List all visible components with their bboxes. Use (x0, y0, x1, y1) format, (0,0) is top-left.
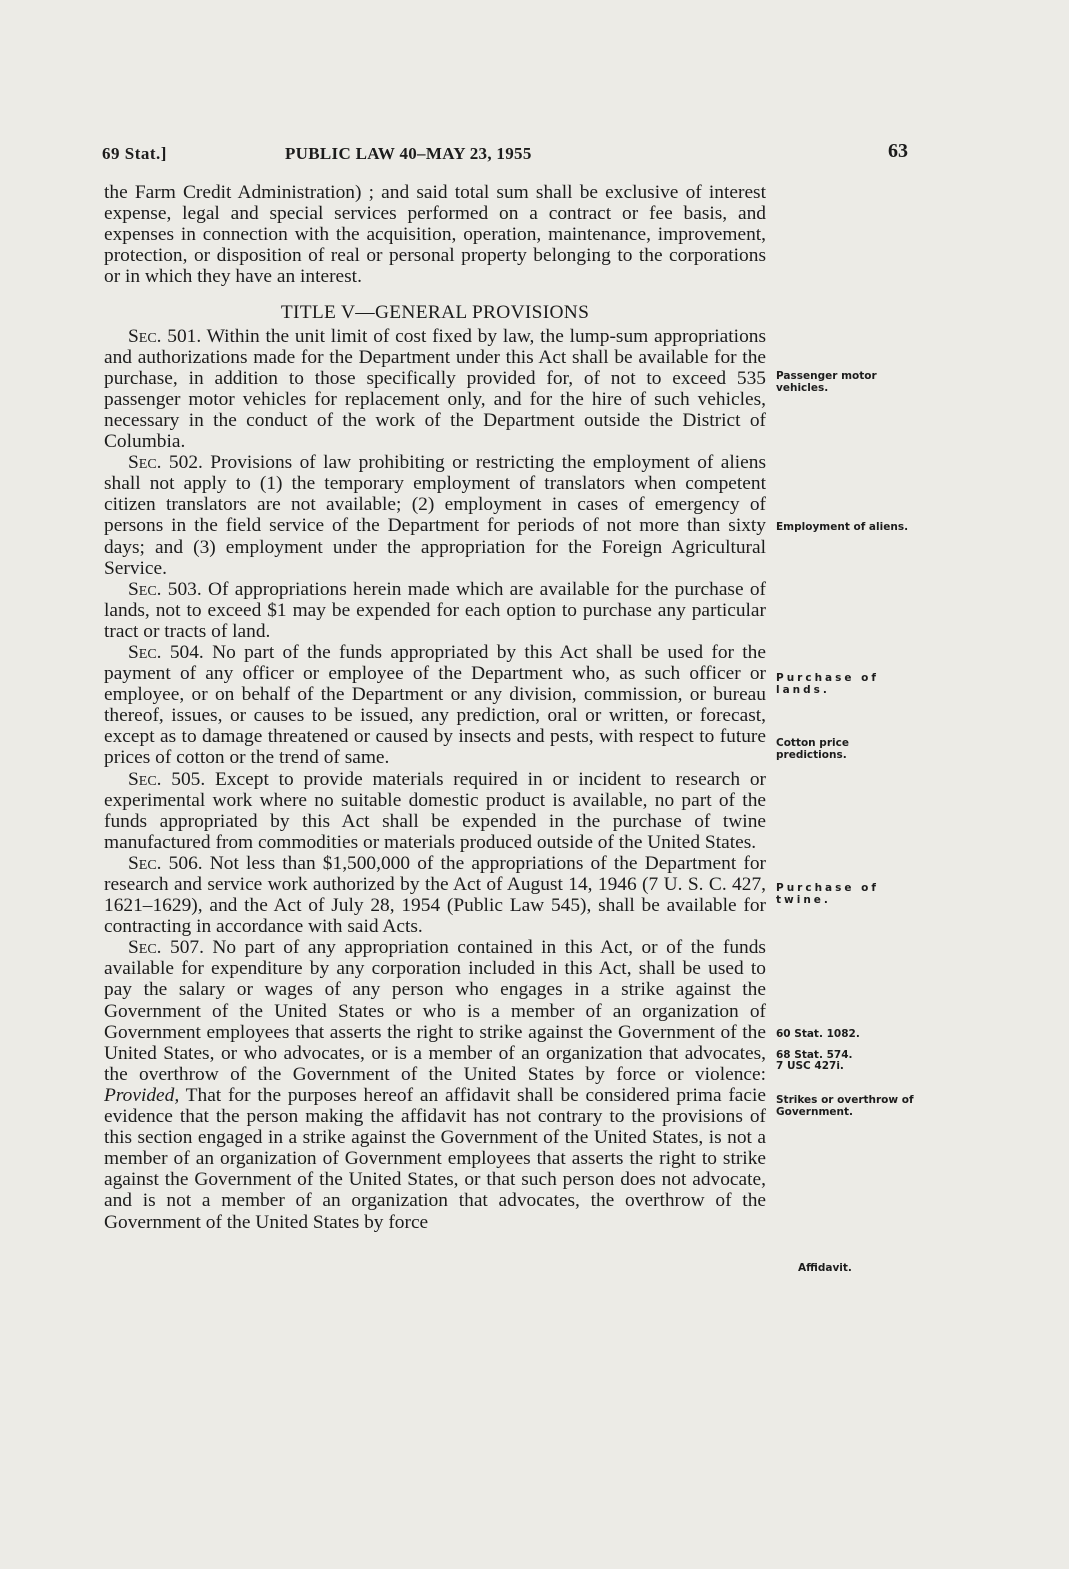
section-label: Sec. 507. (128, 937, 204, 959)
section-text: Except to provide materials required in or incident to research or experimental work where no suitable domestic product is available, no part of the funds appropriated by this Act shall be expended in the purchase of twine manufactured from commodities or materials produced outside of the United States. (104, 768, 766, 853)
volume-reference: 69 Stat.] (102, 144, 167, 163)
section-label: Sec. 504. (128, 641, 204, 663)
section-505 (104, 769, 766, 853)
main-text (104, 182, 766, 1233)
margin-note-60-stat: 60 Stat. 1082. (776, 1028, 860, 1040)
section-label: Sec. 501. (128, 325, 202, 347)
margin-note-affidavit: Affidavit. (798, 1262, 852, 1274)
margin-note-68-stat: 68 Stat. 574. (776, 1049, 853, 1061)
margin-note-employment-aliens: Employment of aliens. (776, 521, 909, 533)
section-label: Sec. 503. (128, 578, 202, 600)
margin-note-purchase-lands: Purchase of lands. (776, 672, 879, 696)
continuation-paragraph: the Farm Credit Administration) ; and said total sum shall be exclusive of interest expense, legal and special services performed on a contract or fee basis, and expenses in connection with the acquisition, operation, maintenance, improvement, protection, or disposition of real or personal property belonging to the corporations or in which they have an interest. (104, 182, 766, 288)
section-502 (104, 452, 766, 579)
section-504 (104, 642, 766, 769)
section-507 (104, 937, 766, 1232)
section-text: Not less than $1,500,000 of the appropriations of the Department for research and service work authorized by the Act of August 14, 1946 (7 U. S. C. 427, 1621–1629), and the Act of July 28, 1954 (Public Law 545), shall be available for contracting in accordance with said Acts. (104, 852, 766, 938)
title-heading: TITLE V—GENERAL PROVISIONS (280, 302, 590, 324)
section-label: Sec. 502. (128, 452, 203, 474)
margin-note-purchase-twine: Purchase of twine. (776, 882, 879, 906)
section-label: Sec. 505. (128, 768, 206, 790)
section-503 (104, 579, 766, 642)
section-text: Provisions of law prohibiting or restricting the employment of aliens shall not apply to (1) the temporary employment of translators when competent citizen translators are not available; (2) employment in cases of emergency of persons in the field service of the Department for periods of not more than sixty days; and (3) employment under the appropriation for the Foreign Agricultural Service. (104, 452, 766, 579)
section-text: Of appropriations herein made which are available for the purchase of lands, not to exceed $1 may be expended for each option to purchase any particular tract or tracts of land. (104, 578, 767, 642)
margin-note-passenger-vehicles: Passenger motor vehicles. (776, 370, 877, 394)
section-text: No part of the funds appropriated by this Act shall be used for the payment of any officer or employee of the Department who, as such officer or employee, or on behalf of the Department or any division, commission, or bureau thereof, issues, or causes to be issued, any prediction, oral or written, or forecast, except as to damage threatened or caused by insects and pests, with respect to future prices of cotton or the trend of same. (104, 641, 766, 769)
margin-note-strikes: Strikes or overthrow of Government. (776, 1094, 914, 1118)
running-title: PUBLIC LAW 40–MAY 23, 1955 (285, 144, 532, 163)
page-header (102, 140, 910, 170)
provided-clause: Provided, (104, 1084, 180, 1106)
section-text: No part of any appropriation contained in this Act, or of the funds available for expenditure by any corporation included in this Act, shall be used to pay the salary or wages of any person who engages in a strike against the Government of the United States or who is a member of an organization of Government employees that asserts the right to strike against the Government of the United States, or who advocates, or is a member of an organization that advocates, the overthrow of the Government of the United States by force or violence: (104, 937, 766, 1085)
section-text: Within the unit limit of cost fixed by law, the lump-sum appropriations and authorizations made for the Department under this Act shall be available for the purchase, in addition to those specifically provided for, of not to exceed 535 passenger motor vehicles for replacement only, and for the hire of such vehicles, necessary in the conduct of the work of the Department outside the District of Columbia. (104, 325, 766, 453)
section-501 (104, 326, 766, 453)
section-506 (104, 853, 766, 937)
section-text-continued: That for the purposes hereof an affidavit shall be considered prima facie evidence that the person making the affidavit has not contrary to the provisions of this section engaged in a strike against the Government of the United States, is not a member of an organization of Government employees that asserts the right to strike against the Government of the United States, or that such person does not advocate, and is not a member of an organization that advocates, the overthrow of the Government of the United States by force (104, 1084, 766, 1233)
section-label: Sec. 506. (128, 852, 203, 874)
margin-note-usc: 7 USC 427i. (776, 1060, 844, 1072)
margin-note-cotton-predictions: Cotton price predictions. (776, 737, 849, 761)
page-number: 63 (888, 140, 908, 162)
